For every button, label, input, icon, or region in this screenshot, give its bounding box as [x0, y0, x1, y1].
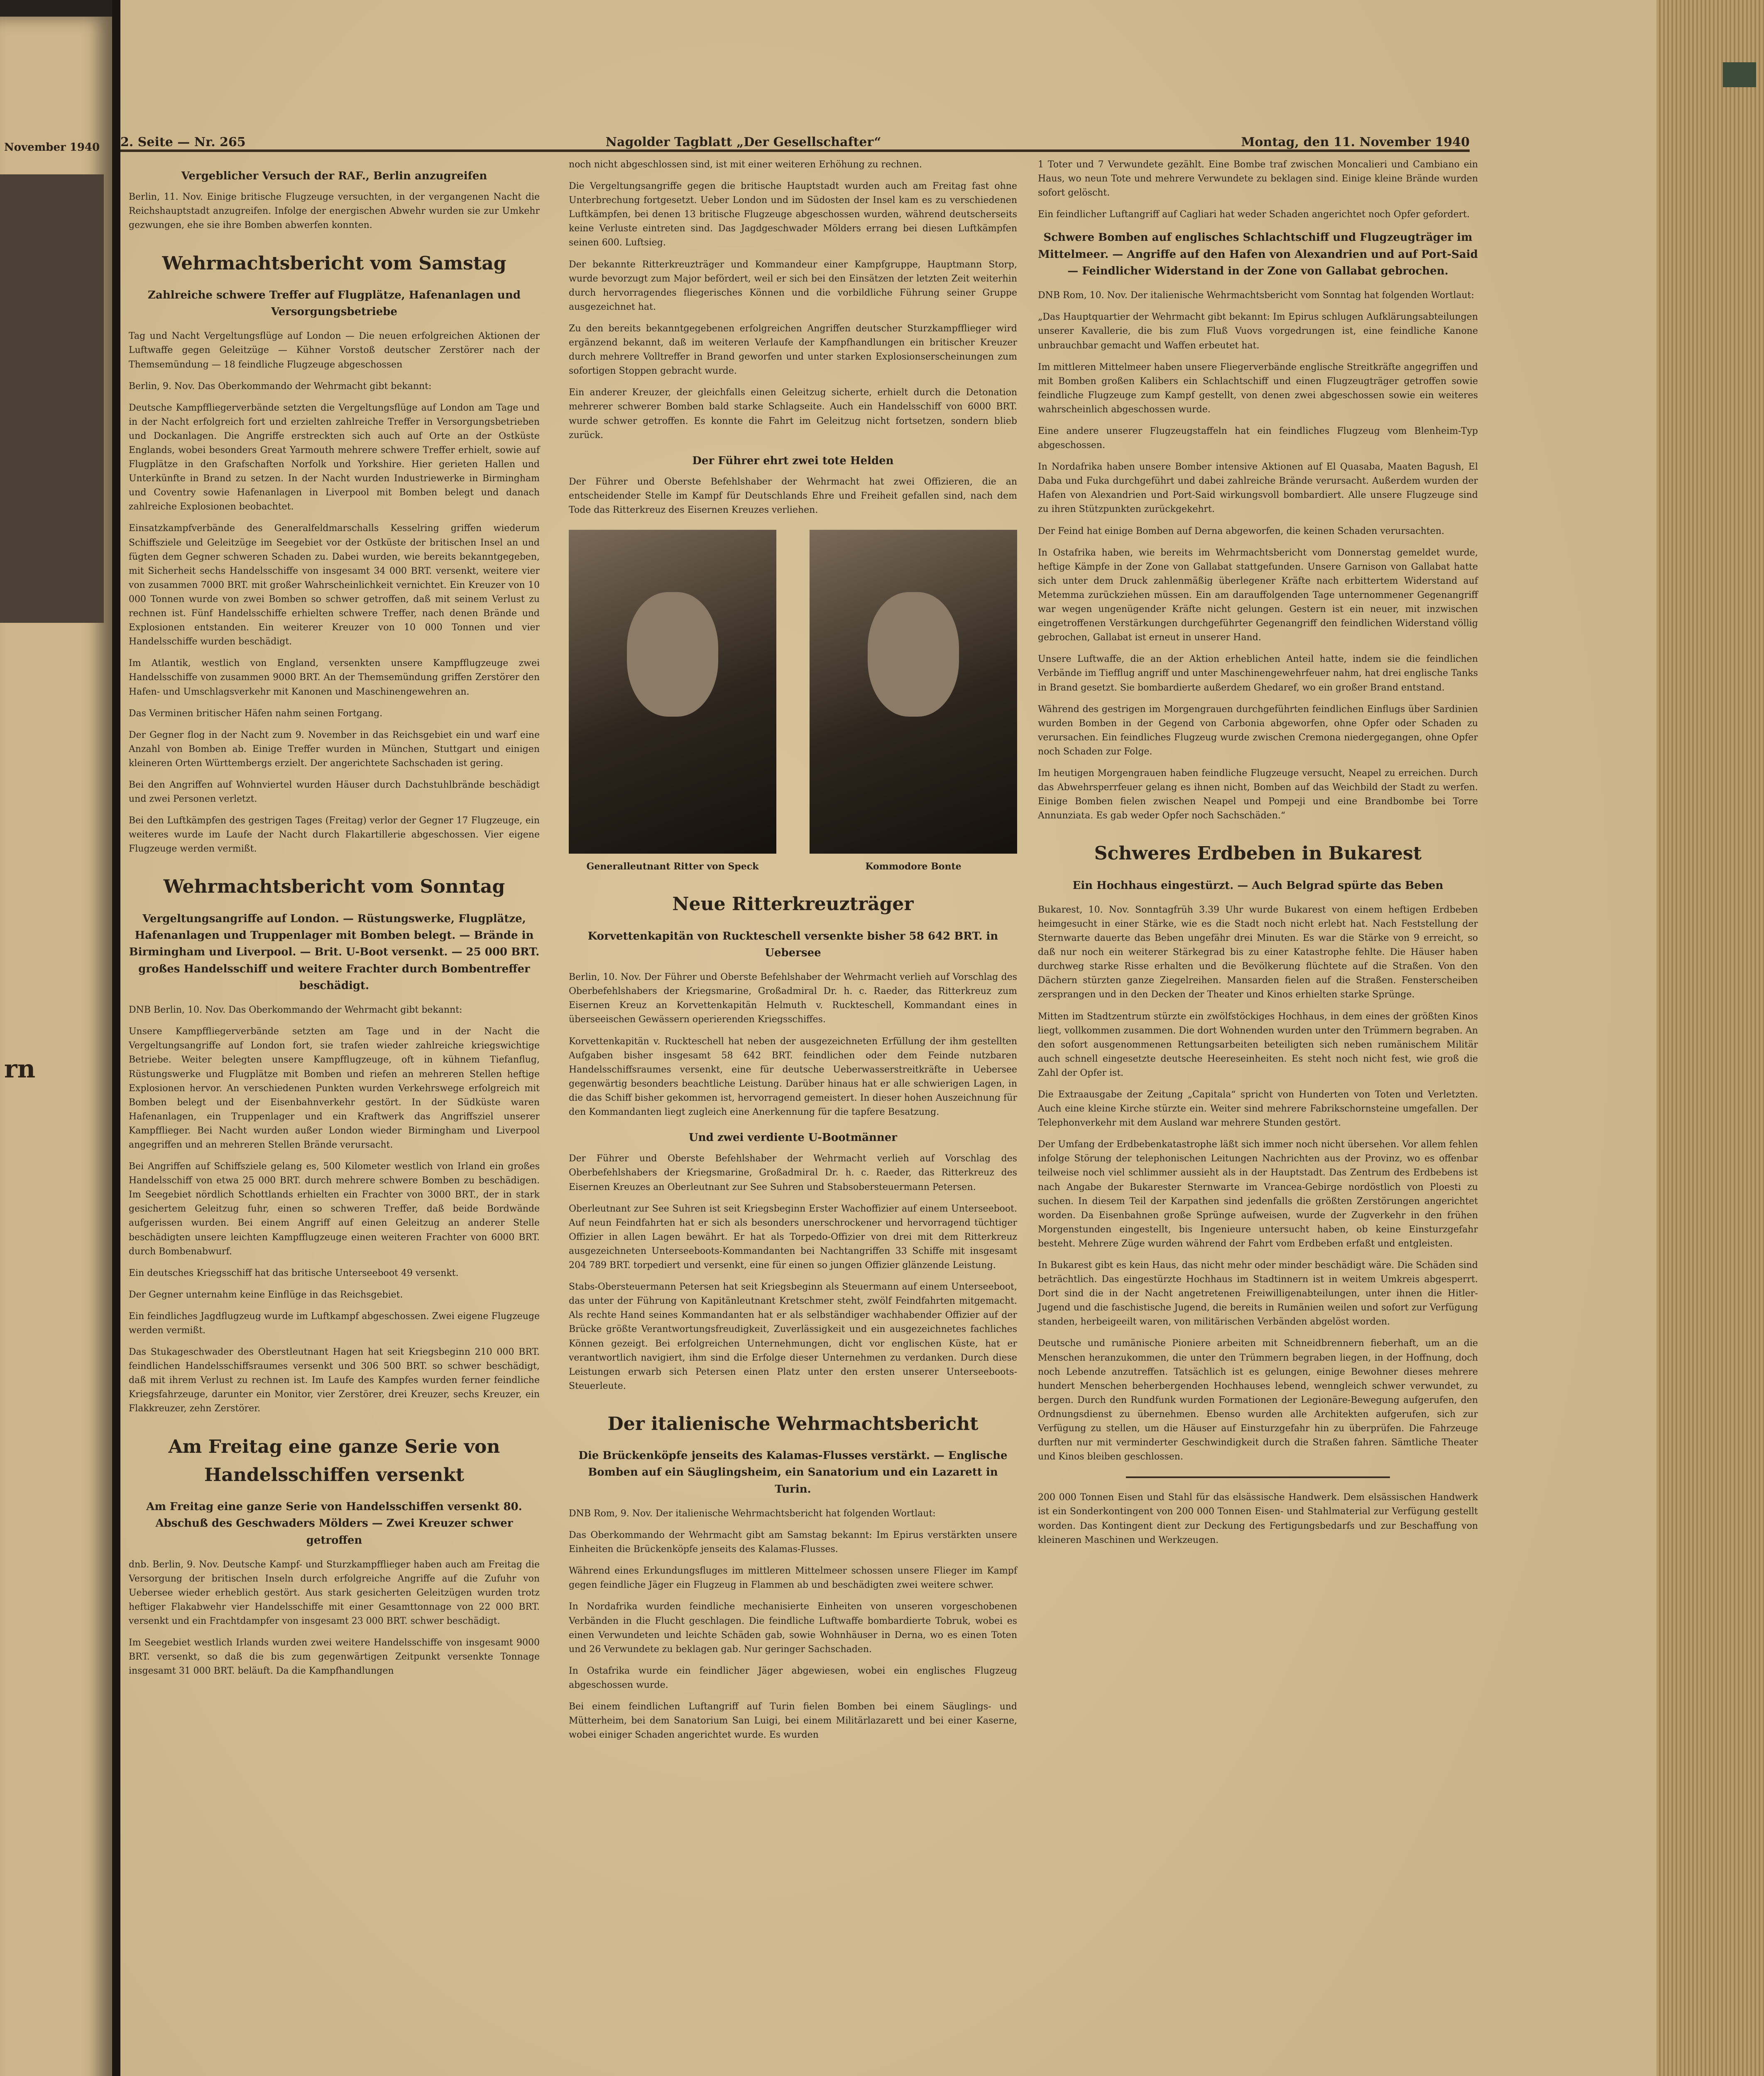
article-paragraph: Die Vergeltungsangriffe gegen die britische Hauptstadt wurden auch am Freitag fast ohne Unterbrechung fortgesetzt. Ueber London und im Südosten der Insel kam es zu verschiedenen Luftkämpfen, bei denen 13 britische Flugzeuge abgeschossen wurden, während deutscherseits keine Verluste eintreten sind. Das Jagdgeschwader Mölders errang bei diesen Luftkämpfen seinen 600. Luftsieg.: [569, 181, 1017, 248]
portrait-face: [868, 592, 959, 717]
article-paragraph: Der Umfang der Erdbebenkatastrophe läßt sich immer noch nicht übersehen. Vor allem fehlen infolge Störung der telephonischen Leitungen Nachrichten aus der Provinz, wo es offenbar teilweise noch viel schlimmer aussieht als in der Hauptstadt. Das Zentrum des Erdbebens ist nach Angabe der Bukarester Sternwarte im Vrancea-Gebirge nordöstlich von Ploesti zu suchen. In diesem Teil der Karpathen sind jedenfalls die größten Zerstörungen angerichtet worden. Da Eisenbahnen große Sprünge aufweisen, wurde der Zugverkehr in den frühen Morgenstunden eingestellt, bis Ingenieure untersucht haben, ob keine Einsturzgefahr besteht. Mehrere Züge wurden während der Fahrt vom Erdbeben erfaßt und entgleisten.: [1038, 1139, 1478, 1249]
article-paragraph: Im mittleren Mittelmeer haben unsere Fliegerverbände englische Streitkräfte angegriffen und mit Bomben großen Kalibers ein Schlachtschiff und einen Flugzeugträger getroffen sowie feindliche Flugzeuge zum Kampf gestellt, von denen zwei abgeschossen sowie ein weiteres wahrscheinlich abgeschossen wurde.: [1038, 362, 1478, 415]
binding-tab: [1723, 62, 1756, 87]
article-paragraph: Das Oberkommando der Wehrmacht gibt am Samstag bekannt: Im Epirus verstärkten unsere Einheiten die Brückenköpfe jenseits des Kalamas-Flusses.: [569, 1530, 1017, 1555]
article-paragraph: Im Seegebiet westlich Irlands wurden zwei weitere Handelsschiffe von insgesamt 9000 BRT. versenkt, so daß die bis zum gegenwärtigen Zeitpunkt versenkte Tonnage insgesamt 31 000 BRT. beläuft. Da die Kampfhandlungen: [129, 1638, 540, 1677]
article-paragraph: Der Feind hat einige Bomben auf Derna abgeworfen, die keinen Schaden verursachten.: [1038, 526, 1445, 536]
article-paragraph: Während eines Erkundungsfluges im mittleren Mittelmeer schossen unsere Flieger im Kampf gegen feindliche Jäger ein Flugzeug in Flammen ab und beschädigten zwei weitere schwer.: [569, 1566, 1017, 1591]
portrait-speck: [569, 530, 776, 874]
article-paragraph: Die Extraausgabe der Zeitung „Capitala“ spricht von Hunderten von Toten und Verletzten. Auch eine kleine Kirche stürzte ein. Weiter sind mehrere Fabrikschornsteine umgefallen. Der Telephonverkehr mit dem Ausland war mehrere Stunden gestört.: [1038, 1089, 1478, 1129]
article-paragraph: Bei einem feindlichen Luftangriff auf Turin fielen Bomben bei einem Säuglings- und Mütterheim, bei dem Sanatorium San Luigi, bei einem Militärlazarett und bei einer Kaserne, wobei einiger Schaden angerichtet wurde. Es wurden: [569, 1701, 1017, 1741]
article-headline: Der italienische Wehrmachtsbericht: [607, 1413, 979, 1435]
article-paragraph: Während des gestrigen im Morgengrauen durchgeführten feindlichen Einflugs über Sardinien wurden Bomben in der Gegend von Carbonia abgeworfen, ohne Opfer oder Schaden zu verursachen. Ein feindliches Flugzeug wurde zwischen Cremona niedergegangen, ohne Opfer noch Schaden zur Folge.: [1038, 704, 1478, 757]
article-paragraph: Der Gegner unternahm keine Einflüge in das Reichsgebiet.: [129, 1289, 403, 1300]
header-page-number: 2. Seite — Nr. 265: [120, 135, 246, 149]
article-paragraph: Bukarest, 10. Nov. Sonntagfrüh 3.39 Uhr wurde Bukarest von einem heftigen Erdbeben heimgesucht in einer Stärke, wie es die Stadt noch nicht erlebt hat. Nach Feststellung der Sternwarte dauerte das Beben ungefähr drei Minuten. Es war die Stärke von 9 erreicht, so daß nur noch ein weiterer Stärkegrad bis zu einer Katastrophe fehlte. Die Häuser haben durchweg starke Risse erhalten und die Bevölkerung flüchtete auf die Straßen. Von den Dächern stürzten ganze Ziegelreihen. Mansarden fielen auf die Straßen. Fensterscheiben zersprangen und in den Decken der Theater und Kinos erhielten starke Sprünge.: [1038, 904, 1478, 1000]
article-paragraph: „Das Hauptquartier der Wehrmacht gibt bekannt: Im Epirus schlugen Aufklärungsabteilungen unserer Kavallerie, die bis zum Fluß Vuovs vorgedrungen ist, eine feindliche Kanone unbrauchbar gemacht und Waffen erbeutet hat.: [1038, 312, 1478, 351]
article-headline: Wehrmachtsbericht vom Sonntag: [163, 876, 505, 898]
article-heading: Vergeblicher Versuch der RAF., Berlin anzugreifen: [181, 170, 487, 182]
article-subheadline: Zahlreiche schwere Treffer auf Flugplätze, Hafenanlagen und Versorgungsbetriebe: [148, 289, 521, 318]
article-paragraph: Eine andere unserer Flugzeugstaffeln hat ein feindliches Flugzeug vom Blenheim-Typ abgeschossen.: [1038, 426, 1478, 451]
article-subheadline: Ein Hochhaus eingestürzt. — Auch Belgrad spürte das Beben: [1072, 879, 1443, 892]
article-paragraph: In Nordafrika haben unsere Bomber intensive Aktionen auf El Quasaba, Maaten Bagush, El Daba und Fuka durchgeführt und dabei zahlreiche Brände verursacht. Außerdem wurden der Hafen von Alexandrien und Port-Said wirkungsvoll bombardiert. Alle unsere Flugzeuge sind zu ihren Stützpunkten zurückgekehrt.: [1038, 462, 1478, 515]
article-paragraph: In Nordafrika wurden feindliche mechanisierte Einheiten von unseren vorgeschobenen Verbänden in die Flucht geschlagen. Die feindliche Luftwaffe bombardierte Tobruk, wobei es einen Verwundeten und leichte Schäden gab, sowie Wohnhäuser in Derna, wo es einen Toten und 26 Verwundete zu beklagen gab. Nur geringer Sachschaden.: [569, 1601, 1017, 1655]
portrait-caption: Generalleutnant Ritter von Speck: [586, 861, 759, 872]
article-paragraph: Das Stukageschwader des Oberstleutnant Hagen hat seit Kriegsbeginn 210 000 BRT. feindlichen Handelsschiffsraumes versenkt und 306 500 BRT. so schwer beschädigt, daß mit ihrem Verlust zu rechnen ist. Im Laufe des Kampfes wurden ferner feindliche Kriegsfahrzeuge, darunter ein Monitor, vier Zerstörer, drei Kreuzer, sechs Kreuzer, ein Flakkreuzer, zehn Zerstörer.: [129, 1347, 540, 1414]
article-subheadline: Vergeltungsangriffe auf London. — Rüstungswerke, Flugplätze, Hafenanlagen und Truppenlager mit Bomben belegt. — Brände in Birmingham und Liverpool. — Brit. U-Boot versenkt. — 25 000 BRT. großes Handelsschiff und weitere Frachter durch Bombentreffer beschädigt.: [129, 912, 540, 992]
article-paragraph: Berlin, 11. Nov. Einige britische Flugzeuge versuchten, in der vergangenen Nacht die Reichshauptstadt anzugreifen. Infolge der energischen Abwehr wurden sie zur Umkehr gezwungen, ehe sie ihre Bomben abwerfen konnten.: [129, 192, 540, 231]
article-paragraph: Ein feindlicher Luftangriff auf Cagliari hat weder Schaden angerichtet noch Opfer gefordert.: [1038, 209, 1470, 220]
article-paragraph: 200 000 Tonnen Eisen und Stahl für das elsässische Handwerk. Dem elsässischen Handwerk ist ein Sonderkontingent von 200 000 Tonnen Eisen- und Stahlmaterial zur Verfügung gestellt worden. Das Kontingent dient zur Deckung des Fertigungsbedarfs und zur Beschaffung von kleineren Maschinen und Werkzeugen.: [1038, 1492, 1478, 1545]
article-subheadline: Die Brückenköpfe jenseits des Kalamas-Flusses verstärkt. — Englische Bomben auf ein Säuglingsheim, ein Sanatorium und ein Lazarett in Turin.: [578, 1449, 1008, 1496]
header-date: Montag, den 11. November 1940: [1241, 135, 1470, 149]
article-paragraph: dnb. Berlin, 9. Nov. Deutsche Kampf- und Sturzkampfflieger haben auch am Freitag die Versorgung der britischen Inseln durch erfolgreiche Angriffe auf die Zufuhr von Uebersee wieder erheblich gestört. Aus stark gesicherten Geleitzügen wurden trotz heftiger Flakabwehr vier Handelsschiffe mit einer Gesamttonnage von 22 000 BRT. versenkt und ein Frachtdampfer von insgesamt 23 000 BRT. schwer beschädigt.: [129, 1559, 540, 1627]
article-paragraph: Oberleutnant zur See Suhren ist seit Kriegsbeginn Erster Wachoffizier auf einem Unterseeboot. Auf neun Feindfahrten hat er sich als besonders unerschrockener und hervorragend tüchtiger Offizier in allen Lagen bewährt. Er hat als Torpedo-Offizier von drei mit dem Ritterkreuz ausgezeichneten Unterseeboots-Kommandanten bei Nachtangriffen 33 Schiffe mit insgesamt 204 789 BRT. torpediert und versenkt, eine für einen so jungen Offizier glänzende Leistung.: [569, 1203, 1017, 1271]
article-paragraph: Der Führer und Oberste Befehlshaber der Wehrmacht verlieh auf Vorschlag des Oberbefehlshabers der Kriegsmarine, Großadmiral Dr. h. c. Raeder, das Ritterkreuz des Eisernen Kreuzes an Oberleutnant zur See Suhren und Stabsobersteuermann Petersen.: [569, 1153, 1017, 1192]
article-headline: Schweres Erdbeben in Bukarest: [1094, 843, 1422, 864]
article-paragraph: Deutsche und rumänische Pioniere arbeiten mit Schneidbrennern fieberhaft, um an die Menschen heranzukommen, die unter den Trümmern begraben liegen, in der Hoffnung, doch noch Lebende anzutreffen. Tatsächlich ist es gelungen, einige Bewohner dieses mehrere hundert Menschen beherbergenden Hochhauses lebend, wenngleich schwer verwundet, zu bergen. Durch den Rundfunk wurden Formationen der Legionäre-Bewegung aufgerufen, den Ordnungsdienst zu übernehmen. Ebenso wurden alle Architekten aufgerufen, sich zur Verfügung zu stellen, um die Häuser auf Einsturzgefahr hin zu überprüfen. Die Fahrzeuge durften nur mit verminderter Geschwindigkeit durch die Straßen fahren. Sämtliche Theater und Kinos bleiben geschlossen.: [1038, 1338, 1478, 1462]
left-page-fragment: [0, 17, 112, 2076]
left-page-photo: [0, 174, 104, 623]
portrait-bonte: [810, 530, 1017, 874]
article-paragraph: Tag und Nacht Vergeltungsflüge auf London — Die neuen erfolgreichen Aktionen der Luftwaffe gegen Geleitzüge — Kühner Vorstoß deutscher Zerstörer nach der Themsemündung — 18 feindliche Flugzeuge abgeschossen: [129, 331, 540, 370]
article-paragraph: In Ostafrika wurde ein feindlicher Jäger abgewiesen, wobei ein englisches Flugzeug abgeschossen wurde.: [569, 1665, 1017, 1690]
article-paragraph: Bei den Angriffen auf Wohnviertel wurden Häuser durch Dachstuhlbrände beschädigt und zwei Personen verletzt.: [129, 779, 540, 805]
column-2: [569, 158, 1017, 1750]
article-headline: Wehrmachtsbericht vom Samstag: [162, 252, 506, 274]
article-paragraph: Das Verminen britischer Häfen nahm seinen Fortgang.: [129, 708, 383, 719]
article-paragraph: Bei den Luftkämpfen des gestrigen Tages (Freitag) verlor der Gegner 17 Flugzeuge, ein weiteres wurde im Laufe der Nacht durch Flakartillerie abgeschossen. Vier eigene Flugzeuge werden vermißt.: [129, 815, 540, 854]
article-paragraph: In Bukarest gibt es kein Haus, das nicht mehr oder minder beschädigt wäre. Die Schäden sind beträchtlich. Das eingestürzte Hochhaus im Stadtinnern ist in weitem Umkreis abgesperrt. Dort sind die in der Nacht angetretenen Freiwilligenabteilungen, unter ihnen die Hitler-Jugend und die faschistische Jugend, die bereits in Rumänien weilen und sofort zur Verfügung standen, herbeigeeilt waren, von militärischen Verbänden abgelöst worden.: [1038, 1260, 1478, 1327]
article-paragraph: Bei Angriffen auf Schiffsziele gelang es, 500 Kilometer westlich von Irland ein großes Handelsschiff von etwa 25 000 BRT. durch mehrere schwere Bomben zu beschädigen. Im Seegebiet nördlich Schottlands erhielten ein Frachter von 3000 BRT., der in stark gesichertem Geleitzug fuhr, einen so schweren Treffer, daß beide Bordwände aufgerissen wurden. Bei einem Angriff auf einen Geleitzug an anderer Stelle beschädigten unsere leichten Kampfflugzeuge einen weiteren Frachter von 6000 BRT. durch Bombenabwurf.: [129, 1161, 540, 1257]
column-1: [129, 158, 540, 1686]
article-paragraph: DNB Rom, 9. Nov. Der italienische Wehrmachtsbericht hat folgenden Wortlaut:: [569, 1508, 936, 1519]
portrait-face: [627, 592, 718, 717]
article-paragraph: Stabs-Obersteuermann Petersen hat seit Kriegsbeginn als Steuermann auf einem Unterseeboot, das unter der Führung von Kapitänleutnant Kretschmer steht, zwölf Feindfahrten mitgemacht. Als rechte Hand seines Kommandanten hat er als selbständiger wachhabender Offizier auf der Brücke größte Verantwortungsfreudigkeit, Zuverlässigkeit und ein ausgezeichnetes fachliches Können gezeigt. Bei erfolgreichen Unternehmungen, dicht vor englischen Küste, hat er verantwortlich navigiert, ihm sind die Erfolge dieser Unternehmen zu verdanken. Durch diese Leistungen erwarb sich Petersen einen Platz unter den ersten unserer Unterseeboots-Steuerleute.: [569, 1282, 1017, 1391]
article-headline: Am Freitag eine ganze Serie von Handelsschiffen versenkt: [168, 1436, 500, 1486]
article-paragraph: Unsere Luftwaffe, die an der Aktion erheblichen Anteil hatte, indem sie die feindlichen Verbände im Tiefflug angriff und unter Maschinengewehrfeuer nahm, hat drei englische Tanks in Brand gesetzt. Sie bombardierte außerdem Ghedaref, wo ein großer Brand entstand.: [1038, 654, 1478, 693]
article-paragraph: Der Gegner flog in der Nacht zum 9. November in das Reichsgebiet ein und warf eine Anzahl von Bomben ab. Einige Treffer wurden in München, Stuttgart und einigen kleineren Orten Württembergs erzielt. Der angerichtete Sachschaden ist gering.: [129, 730, 540, 769]
article-heading: Und zwei verdiente U-Bootmänner: [689, 1131, 897, 1144]
portrait-caption: Kommodore Bonte: [865, 861, 962, 872]
left-page-heading: November 1940: [4, 141, 100, 154]
article-subheadline: Am Freitag eine ganze Serie von Handelsschiffen versenkt 80. Abschuß des Geschwaders Mölders — Zwei Kreuzer schwer getroffen: [146, 1500, 522, 1547]
article-paragraph: Zu den bereits bekanntgegebenen erfolgreichen Angriffen deutscher Sturzkampfflieger wird ergänzend bekannt, daß im weiteren Verlaufe der Kampfhandlungen ein britischer Kreuzer durch mehrere Volltreffer in Brand geworfen und unter starken Explosionserscheinungen zum sofortigen Stoppen gebracht wurde.: [569, 323, 1017, 377]
column-3: [1038, 158, 1478, 1555]
portrait-image: [810, 530, 1017, 854]
binding-gutter: [112, 0, 120, 2076]
article-paragraph: Deutsche Kampffliegerverbände setzten die Vergeltungsflüge auf London am Tage und in der Nacht erfolgreich fort und erzielten zahlreiche Treffer in Versorgungsbetrieben und Dockanlagen. Die Angriffe erstreckten sich auch auf Orte an der Ostküste Englands, wobei besonders Great Yarmouth mehrere schwere Treffer erhielt, sowie auf Flugplätze in den Grafschaften Norfolk und Yorkshire. Hier gerieten Hallen und Unterkünfte in Brand zu setzen. In der Nacht wurden Industriewerke in Birmingham und Coventry sowie Hafenanlagen in Liverpool mit Bomben belegt und danach zahlreiche Explosionen beobachtet.: [129, 402, 540, 512]
page-header: [120, 125, 1470, 152]
article-paragraph: In Ostafrika haben, wie bereits im Wehrmachtsbericht vom Donnerstag gemeldet wurde, heftige Kämpfe in der Zone von Gallabat stattgefunden. Unsere Garnison von Gallabat hatte sich unter dem Druck zahlenmäßig überlegener Kräfte nach erbittertem Widerstand auf Metemma zurückziehen müssen. Ein am darauffolgenden Tage unternommener Gegenangriff war wegen ungenügender Kräfte nicht gelungen. Gestern ist ein neuer, mit inzwischen eingetroffenen Verstärkungen durchgeführter Gegenangriff den feindlichen Widerstand völlig gebrochen, Gallabat ist erneut in unserer Hand.: [1038, 547, 1478, 643]
article-paragraph: Der bekannte Ritterkreuzträger und Kommandeur einer Kampfgruppe, Hauptmann Storp, wurde bevorzugt zum Major befördert, weil er sich bei den Einsätzen der letzten Zeit weiterhin durch hervorragendes fliegerisches Können und die vorbildliche Führung seiner Gruppe ausgezeichnet hat.: [569, 259, 1017, 312]
article-paragraph: Ein feindliches Jagdflugzeug wurde im Luftkampf abgeschossen. Zwei eigene Flugzeuge werden vermißt.: [129, 1311, 540, 1336]
left-page-big-letters: rn: [4, 1055, 36, 1084]
article-paragraph: Ein deutsches Kriegsschiff hat das britische Unterseeboot 49 versenkt.: [129, 1268, 459, 1278]
article-paragraph: Im heutigen Morgengrauen haben feindliche Flugzeuge versucht, Neapel zu erreichen. Durch das Abwehrsperrfeuer gelang es ihnen nicht, Bomben auf das Weichbild der Stadt zu werfen. Einige Bomben fielen zwischen Neapel und Pompeji und eine Brandbombe bei Torre Annunziata. Es gab weder Opfer noch Sachschäden.“: [1038, 768, 1478, 821]
article-paragraph: noch nicht abgeschlossen sind, ist mit einer weiteren Erhöhung zu rechnen.: [569, 159, 922, 170]
article-paragraph: Im Atlantik, westlich von England, versenkten unsere Kampfflugzeuge zwei Handelsschiffe von zusammen 9000 BRT. An der Themsemündung griffen Zerstörer den Hafen- und Umschlagsverkehr mit Kanonen und Maschinengewehren an.: [129, 658, 540, 697]
header-paper-title: Nagolder Tagblatt „Der Gesellschafter“: [605, 135, 881, 149]
article-paragraph: Berlin, 10. Nov. Der Führer und Oberste Befehlshaber der Wehrmacht verlieh auf Vorschlag des Oberbefehlshabers der Kriegsmarine, Großadmiral Dr. h. c. Raeder, das Ritterkreuz zum Eisernen Kreuz an Korvettenkapitän Helmuth v. Ruckteschell, Kommandant eines in überseeischen Gewässern operierenden Kriegsschiffes.: [569, 972, 1017, 1025]
article-headline: Neue Ritterkreuzträger: [672, 894, 914, 915]
article-subheadline: Schwere Bomben auf englisches Schlachtschiff und Flugzeugträger im Mittelmeer. — Angriffe auf den Hafen von Alexandrien und auf Port-Said — Feindlicher Widerstand in der Zone von Gallabat gebrochen.: [1038, 231, 1478, 277]
article-paragraph: Ein anderer Kreuzer, der gleichfalls einen Geleitzug sicherte, erhielt durch die Detonation mehrerer schwerer Bomben bald starke Schlagseite. Auch ein Handelsschiff von 6000 BRT. wurde schwer getroffen. Es konnte die Fahrt im Geleitzug nicht fortsetzen, sondern blieb zurück.: [569, 387, 1017, 441]
portrait-row: [569, 530, 1017, 874]
page-edges: [1656, 0, 1764, 2076]
article-paragraph: DNB Berlin, 10. Nov. Das Oberkommando der Wehrmacht gibt bekannt:: [129, 1005, 462, 1016]
article-paragraph: Berlin, 9. Nov. Das Oberkommando der Wehrmacht gibt bekannt:: [129, 381, 432, 392]
article-paragraph: Unsere Kampffliegerverbände setzten am Tage und in der Nacht die Vergeltungsangriffe auf London fort, sie trafen wieder zahlreiche kriegswichtige Betriebe. Weiter belegten unsere Kampfflugzeuge, oft in kühnem Tiefanflug, Rüstungswerke und Flugplätze mit Bomben und riefen an mehreren Stellen heftige Explosionen hervor. An verschiedenen Punkten wurden Verkehrswege erfolgreich mit Bomben belegt und der Eisenbahnverkehr gestört. In der Südküste waren Hafenanlagen, ein Truppenlager und ein Kraftwerk das Angriffsziel unserer Kampfflieger. Bei Nacht wurden außer London wieder Birmingham und Liverpool angegriffen und an mehreren Stellen Brände verursacht.: [129, 1026, 540, 1150]
article-heading: Der Führer ehrt zwei tote Helden: [692, 454, 894, 467]
article-paragraph: 1 Toter und 7 Verwundete gezählt. Eine Bombe traf zwischen Moncalieri und Cambiano ein Haus, wo neun Tote und mehrere Verwundete zu beklagen sind. Einige kleine Brände wurden sofort gelöscht.: [1038, 159, 1478, 198]
article-subheadline: Korvettenkapitän von Ruckteschell versenkte bisher 58 642 BRT. in Uebersee: [587, 930, 998, 959]
article-paragraph: DNB Rom, 10. Nov. Der italienische Wehrmachtsbericht vom Sonntag hat folgenden Wortlaut:: [1038, 290, 1474, 301]
article-paragraph: Der Führer und Oberste Befehlshaber der Wehrmacht hat zwei Offizieren, die an entscheidender Stelle im Kampf für Deutschlands Ehre und Freiheit gefallen sind, nach dem Tode das Ritterkreuz des Eisernen Kreuzes verliehen.: [569, 476, 1017, 516]
article-paragraph: Korvettenkapitän v. Ruckteschell hat neben der ausgezeichneten Erfüllung der ihm gestellten Aufgaben bisher insgesamt 58 642 BRT. feindlichen oder dem Feinde nutzbaren Handelsschiffsraumes versenkt, eine für deutsche Ueberwasserstreitkräfte in Uebersee gegenwärtig besonders beachtliche Leistung. Darüber hinaus hat er alle schwierigen Lagen, in die das Schiff bisher gekommen ist, hervorragend gemeistert. In dieser hohen Auszeichnung für den Kommandanten liegt zugleich eine Anerkennung für die tapfere Besatzung.: [569, 1036, 1017, 1117]
article-paragraph: Mitten im Stadtzentrum stürzte ein zwölfstöckiges Hochhaus, in dem eines der größten Kinos liegt, vollkommen zusammen. Die dort Wohnenden wurden unter den Trümmern begraben. An den sofort ausgenommenen Rettungsarbeiten beteiligten sich neben rumänischem Militär auch schnell eingesetzte deutsche Heereseinheiten. Es steht noch nicht fest, wie groß die Zahl der Opfer ist.: [1038, 1011, 1478, 1078]
portrait-image: [569, 530, 776, 854]
article-paragraph: Einsatzkampfverbände des Generalfeldmarschalls Kesselring griffen wiederum Schiffsziele und Geleitzüge im Seegebiet vor der Ostküste der britischen Insel an und fügten dem Gegner schweren Schaden zu. Dabei wurden, wie bereits bekanntgegeben, mit Sicherheit sechs Handelsschiffe von insgesamt 34 000 BRT. versenkt, weitere vier von zusammen 7000 BRT. mit großer Wahrscheinlichkeit vernichtet. Ein Kreuzer von 10 000 Tonnen wurde von zwei Bomben so schwer getroffen, daß mit seinem Verlust zu rechnen ist. Fünf Handelsschiffe erhielten schwere Treffer, nach denen Brände und Explosionen entstanden. Ein weiterer Kreuzer von 10 000 Tonnen und vier Handelsschiffe wurden beschädigt.: [129, 523, 540, 647]
divider: [1126, 1476, 1390, 1478]
